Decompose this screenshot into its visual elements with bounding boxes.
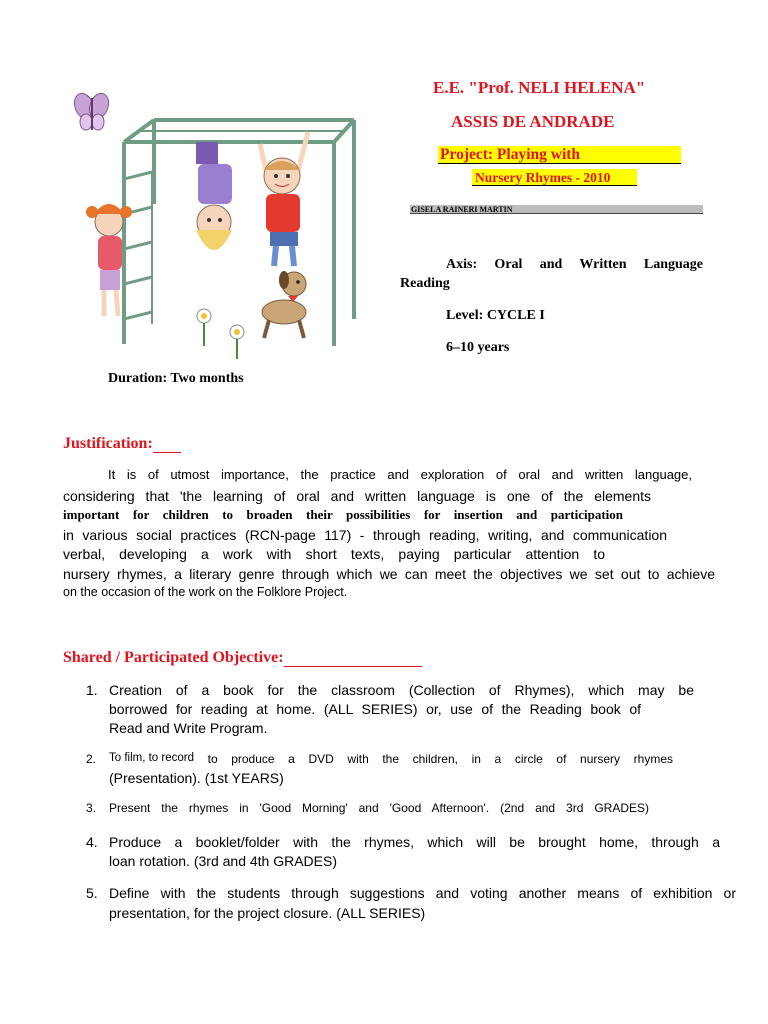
children-playground-illustration	[64, 84, 384, 364]
level-label: Level: CYCLE I	[446, 308, 545, 323]
list-item-line: presentation, for the project closure. (ALL SERIES)	[109, 905, 426, 921]
upside-down-child	[196, 142, 232, 250]
list-item-line: borrowed for reading at home. (ALL SERIES) or, use of the Reading book of	[109, 701, 641, 717]
justification-line: nursery rhymes, a literary genre through which we can meet the objectives we set out to achieve	[63, 566, 715, 582]
axis-label: Axis: Oral and Written Language	[446, 257, 703, 272]
hanging-boy	[260, 132, 308, 266]
justification-heading	[63, 435, 181, 453]
list-item-line: loan rotation. (3rd and 4th GRADES)	[109, 853, 338, 869]
author-name: GISELA RAINERI MARTIN	[410, 205, 703, 214]
heading-underline	[284, 652, 422, 667]
flowers	[197, 309, 244, 359]
project-subtitle: Nursery Rhymes - 2010	[472, 169, 637, 186]
list-item-line: Produce a booklet/folder with the rhymes, which will be brought home, through a	[109, 834, 720, 850]
objective-heading	[63, 649, 422, 667]
list-item-line: (Presentation). (1st YEARS)	[109, 770, 284, 786]
list-item-number: 2.	[86, 752, 97, 766]
list-item-number: 4.	[86, 834, 98, 850]
justification-line: on the occasion of the work on the Folklore Project.	[63, 585, 348, 599]
list-item-number: 5.	[86, 885, 98, 901]
list-item-line: Creation of a book for the classroom (Collection of Rhymes), which may be	[109, 682, 694, 698]
justification-heading-text: Justification:	[63, 435, 153, 452]
list-item-line: Read and Write Program.	[109, 720, 268, 736]
justification-line: considering that 'the learning of oral and written language is one of the elements	[63, 488, 651, 504]
list-item-line	[109, 752, 673, 766]
list-item-number: 1.	[86, 682, 98, 698]
justification-line: in various social practices (RCN-page 117) - through reading, writing, and communication	[63, 527, 667, 543]
objective-heading-text: Shared / Participated Objective:	[63, 649, 284, 666]
justification-line: important for children to broaden their possibilities for insertion and participation	[63, 507, 623, 522]
project-title: Project: Playing with	[438, 146, 681, 164]
justification-line: It is of utmost importance, the practice and exploration of oral and written language,	[108, 467, 692, 482]
butterfly-icon	[71, 91, 112, 130]
school-city: ASSIS DE ANDRADE	[451, 112, 615, 131]
heading-underline	[153, 438, 181, 453]
axis-label-continued: Reading	[400, 276, 450, 291]
justification-line: verbal, developing a work with short texts, paying particular attention to	[63, 546, 605, 562]
monkey-bars-frame	[124, 120, 354, 346]
school-name: E.E. "Prof. NELI HELENA"	[433, 78, 646, 97]
list-item-line: Define with the students through suggestions and voting another means of exhibition or	[109, 885, 736, 901]
list-item-line: Present the rhymes in 'Good Morning' and 'Good Afternoon'. (2nd and 3rd GRADES)	[109, 801, 649, 815]
list-item-number: 3.	[86, 801, 97, 815]
age-range-label: 6–10 years	[446, 340, 510, 355]
duration-label: Duration: Two months	[108, 371, 244, 386]
dog-icon	[262, 271, 306, 338]
list-item-text: to produce a DVD with the children, in a circle of nursery rhymes	[194, 752, 673, 766]
list-item-lead: To film, to record	[109, 752, 194, 764]
